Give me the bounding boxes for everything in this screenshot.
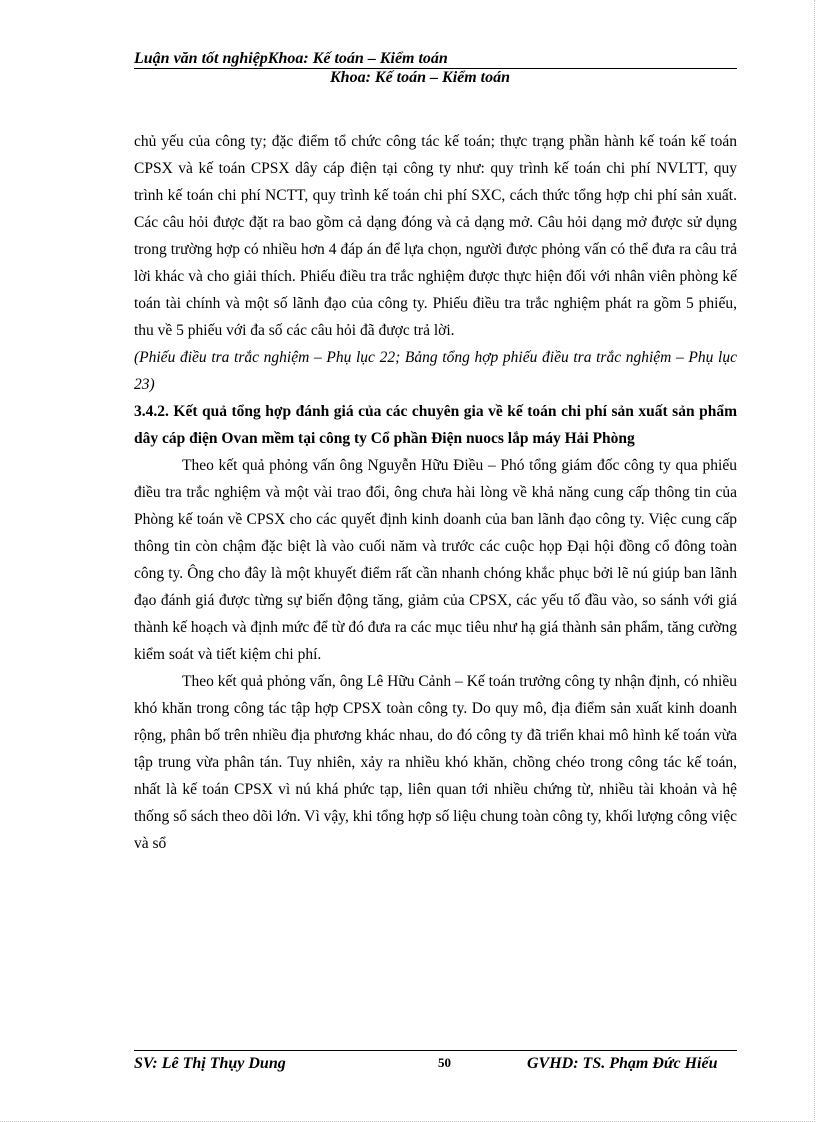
paragraph-chief-accountant: Theo kết quả phỏng vấn, ông Lê Hữu Cảnh – Kế toán trưởng công ty nhận định, có nhiều khó khăn trong công tác tập hợp CPSX toàn công ty. Do quy mô, địa điểm sản xuất kinh doanh rộng, phân bố trên nhiều địa phương khác nhau, do đó công ty đã triển khai mô hình kế toán vừa tập trung vừa phân tán. Tuy nhiên, xảy ra nhiều khó khăn, chồng chéo trong công tác kế toán, nhất là kế toán CPSX vì nú khá phức tạp, liên quan tới nhiều chứng từ, nhiều tài khoản và hệ thống sổ sách theo dõi lớn. Vì vậy, khi tổng hợp số liệu chung toàn công ty, khối lượng công việc và sổ xyxy=(134,673,737,852)
section-heading: 3.4.2. Kết quả tổng hợp đánh giá của các chuyên gia về kế toán chi phí sản xuất sản phẩm dây cáp điện Ovan mềm tại công ty Cổ phần Điện nuocs lắp máy Hải Phòng xyxy=(134,403,737,447)
footer-divider xyxy=(134,1050,737,1051)
header-department: Khoa: Kế toán – Kiểm toán xyxy=(330,69,511,86)
paragraph-deputy-director: Theo kết quả phỏng vấn ông Nguyễn Hữu Điều – Phó tổng giám đốc công ty qua phiếu điều tra trắc nghiệm và một vài trao đổi, ông chưa hài lòng về khả năng cung cấp thông tin của Phòng kế toán về CPSX cho các quyết định kinh doanh của ban lãnh đạo công ty. Việc cung cấp thông tin còn chậm đặc biệt là vào cuối năm và trước các cuộc họp Đại hội đồng cổ đông toàn công ty. Ông cho đây là một khuyết điểm rất cần nhanh chóng khắc phục bởi lẽ nú giúp ban lãnh đạo đánh giá được từng sự biến động tăng, giảm của CPSX, các yếu tố đầu vào, so sánh với giá thành kế hoạch và định mức để từ đó đưa ra các mục tiêu như hạ giá thành sản phẩm, tăng cường kiểm soát và tiết kiệm chi phí. xyxy=(134,457,737,663)
appendix-note: (Phiếu điều tra trắc nghiệm – Phụ lục 22; Bảng tổng hợp phiếu điều tra trắc nghiệm – Phụ lục 23) xyxy=(134,349,737,393)
footer-student: SV: Lê Thị Thụy Dung xyxy=(134,1055,286,1072)
header-title: Luận văn tốt nghiệpKhoa: Kế toán – Kiểm toán xyxy=(134,50,448,67)
document-body xyxy=(134,128,737,857)
paragraph-survey-scope: chủ yếu của công ty; đặc điểm tổ chức công tác kế toán; thực trạng phần hành kế toán kế toán CPSX và kế toán CPSX dây cáp điện tại công ty như: quy trình kế toán chi phí NVLTT, quy trình kế toán chi phí NCTT, quy trình kế toán chi phí SXC, cách thức tổng hợp chi phí sản xuất. Các câu hỏi được đặt ra bao gồm cả dạng đóng và cả dạng mở. Câu hỏi dạng mở được sử dụng trong trường hợp có nhiều hơn 4 đáp án để lựa chọn, người được phỏng vấn có thể đưa ra câu trả lời khác và cho giải thích. Phiếu điều tra trắc nghiệm được thực hiện đối với nhân viên phòng kế toán tài chính và một số lãnh đạo của công ty. Phiếu điều tra trắc nghiệm phát ra gồm 5 phiếu, thu về 5 phiếu với đa số các câu hỏi đã được trả lời. xyxy=(134,133,737,339)
footer-advisor: GVHD: TS. Phạm Đức Hiếu xyxy=(527,1055,718,1072)
page-number: 50 xyxy=(438,1055,451,1070)
